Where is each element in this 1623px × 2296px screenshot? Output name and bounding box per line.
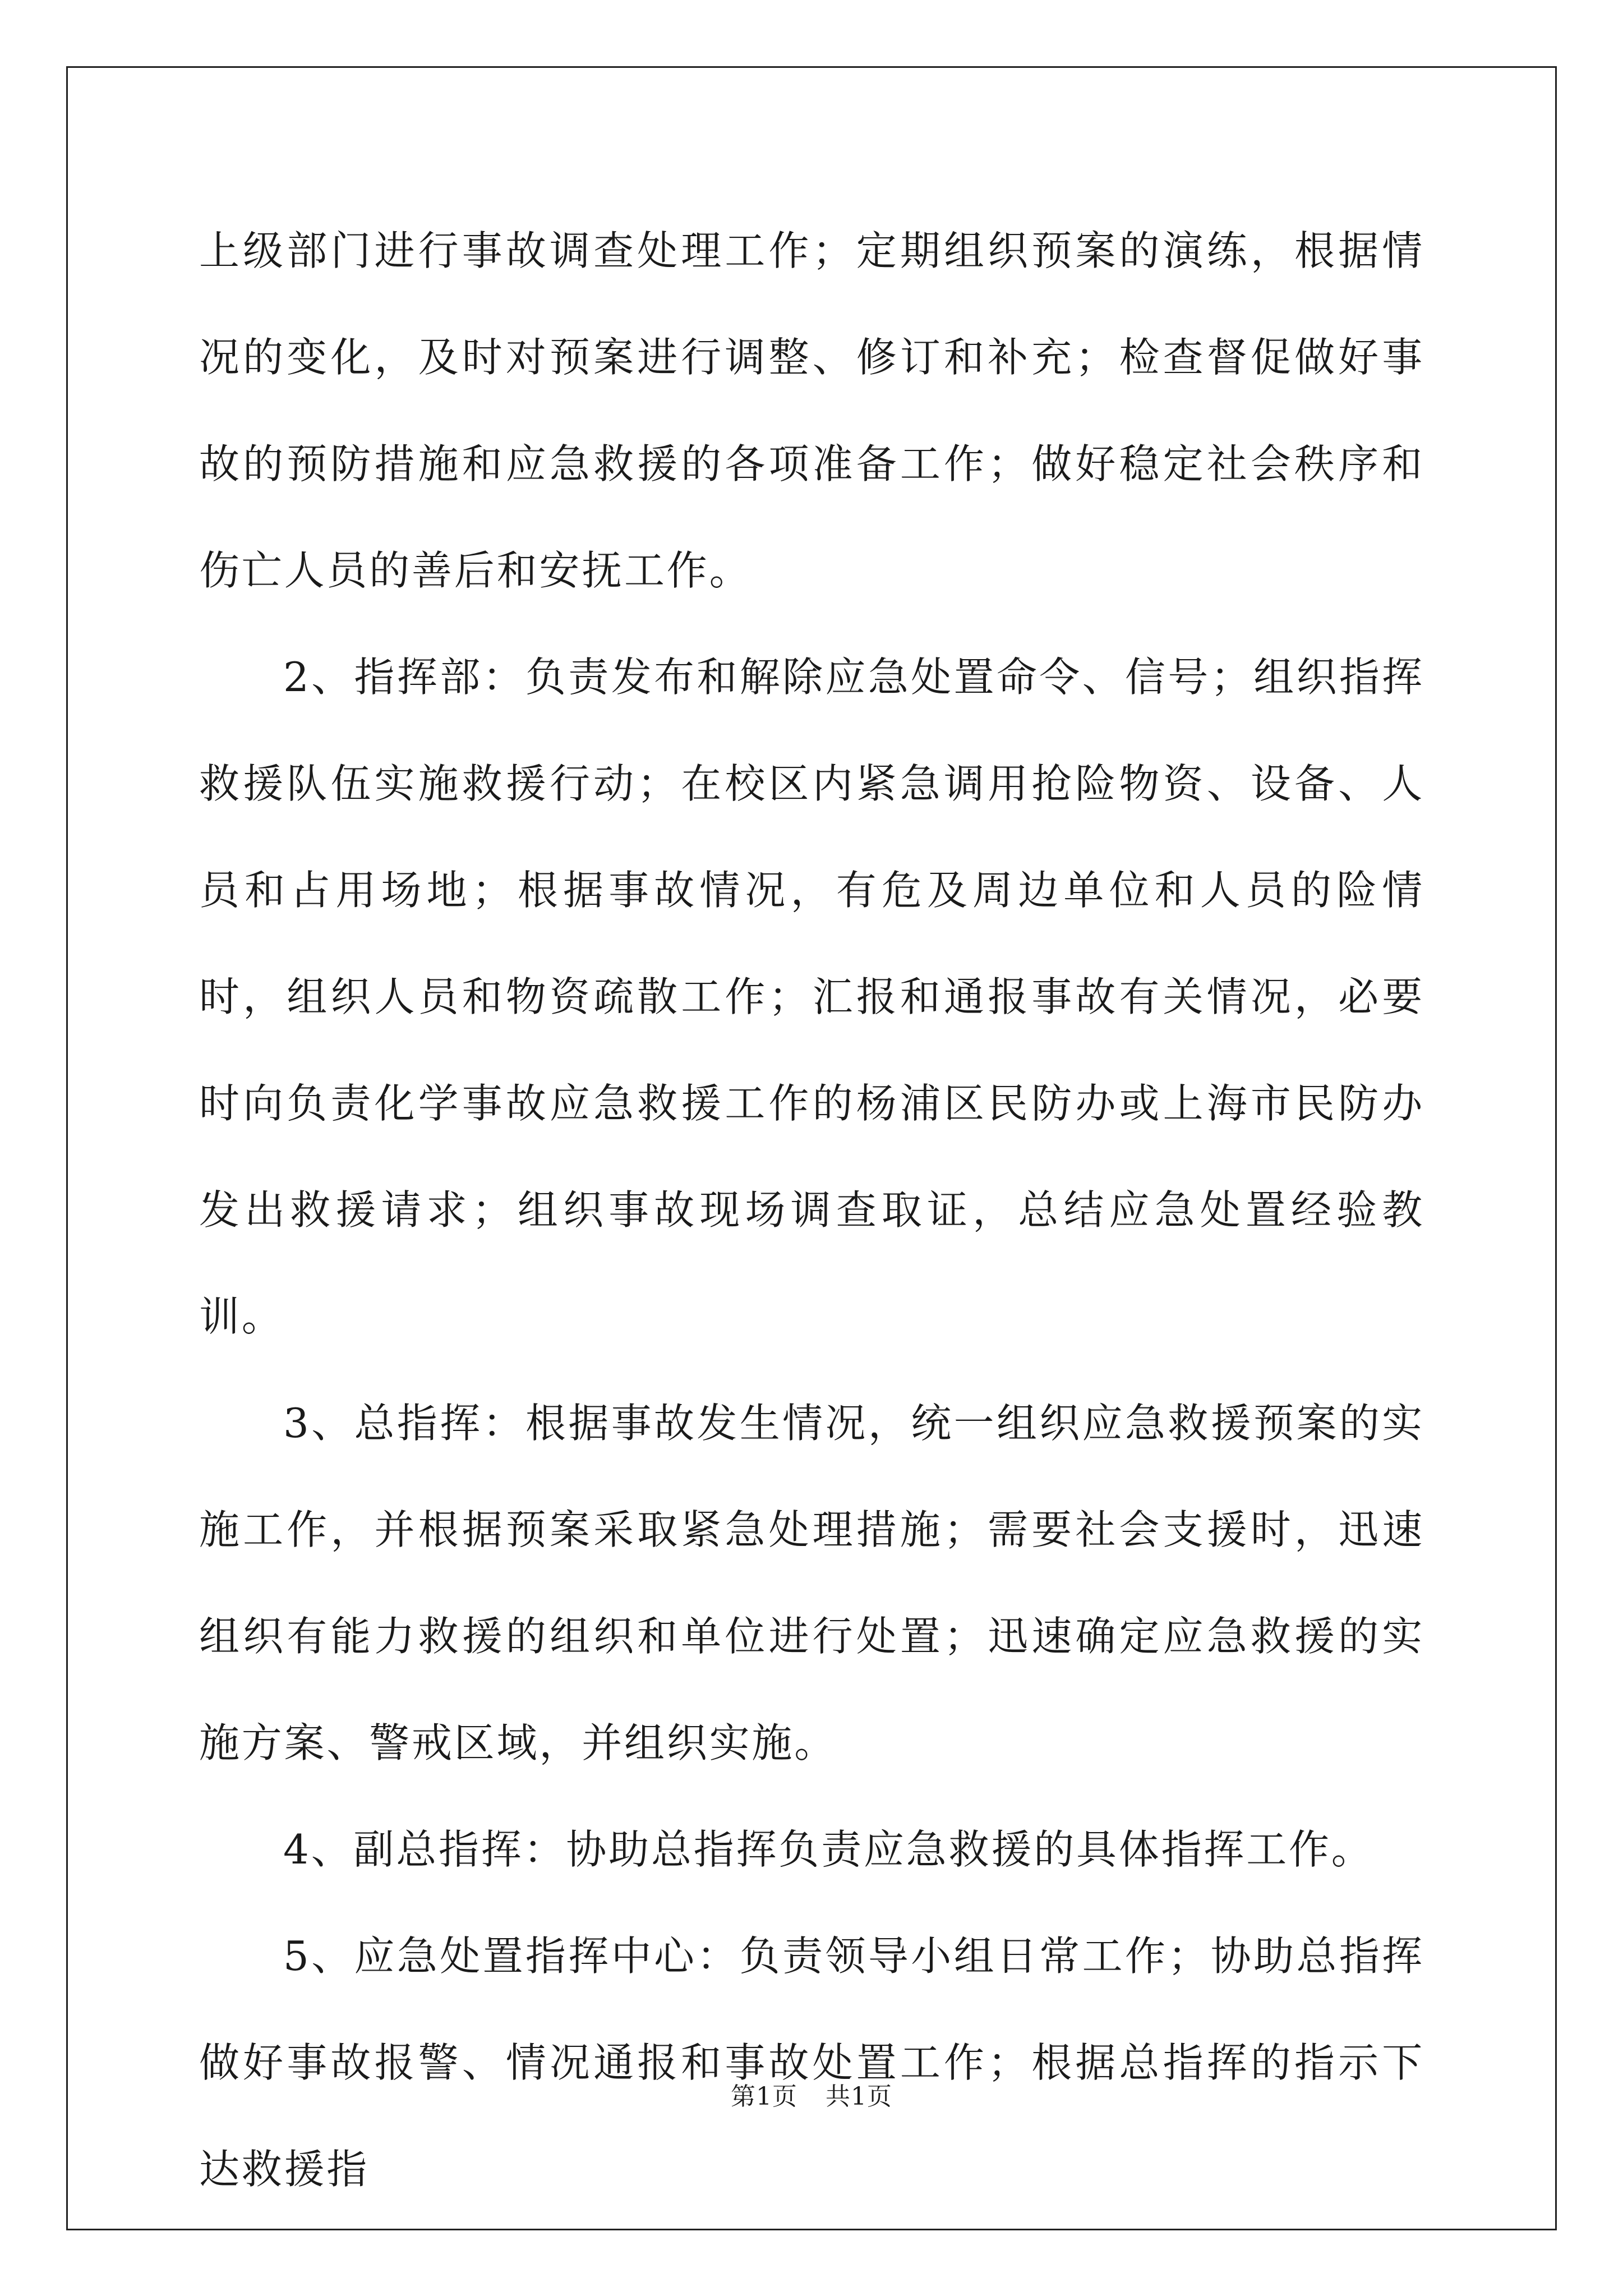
paragraph-4: 5、应急处置指挥中心：负责领导小组日常工作；协助总指挥做好事故报警、情况通报和事故处置工作；根据总指挥的指示下达救援指: [199, 1932, 1424, 2193]
paragraph-2: 3、总指挥：根据事故发生情况，统一组织应急救援预案的实施工作，并根据预案采取紧急处理措施；需要社会支援时，迅速组织有能力救援的组织和单位进行处置；迅速确定应急救援的实施方案、警戒区域，并组织实施。: [199, 1400, 1424, 1766]
page-footer: [0, 2080, 1623, 2114]
paragraph-3: 4、副总指挥：协助总指挥负责应急救援的具体指挥工作。: [283, 1826, 1374, 1873]
paragraph-0: 上级部门进行事故调查处理工作；定期组织预案的演练，根据情况的变化，及时对预案进行调整、修订和补充；检查督促做好事故的预防措施和应急救援的各项准备工作；做好稳定社会秩序和伤亡人员的善后和安抚工作。: [199, 227, 1424, 594]
page-number: 第1页: [731, 2082, 797, 2111]
paragraph-1: 2、指挥部：负责发布和解除应急处置命令、信号；组织指挥救援队伍实施救援行动；在校区内紧急调用抢险物资、设备、人员和占用场地；根据事故情况，有危及周边单位和人员的险情时，组织人员和物资疏散工作；汇报和通报事故有关情况，必要时向负责化学事故应急救援工作的杨浦区民防办或上海市民防办发出救援请求；组织事故现场调查取证，总结应急处置经验教训。: [199, 654, 1424, 1340]
document-body: [199, 197, 1424, 2223]
page-total: 共1页: [826, 2082, 892, 2111]
